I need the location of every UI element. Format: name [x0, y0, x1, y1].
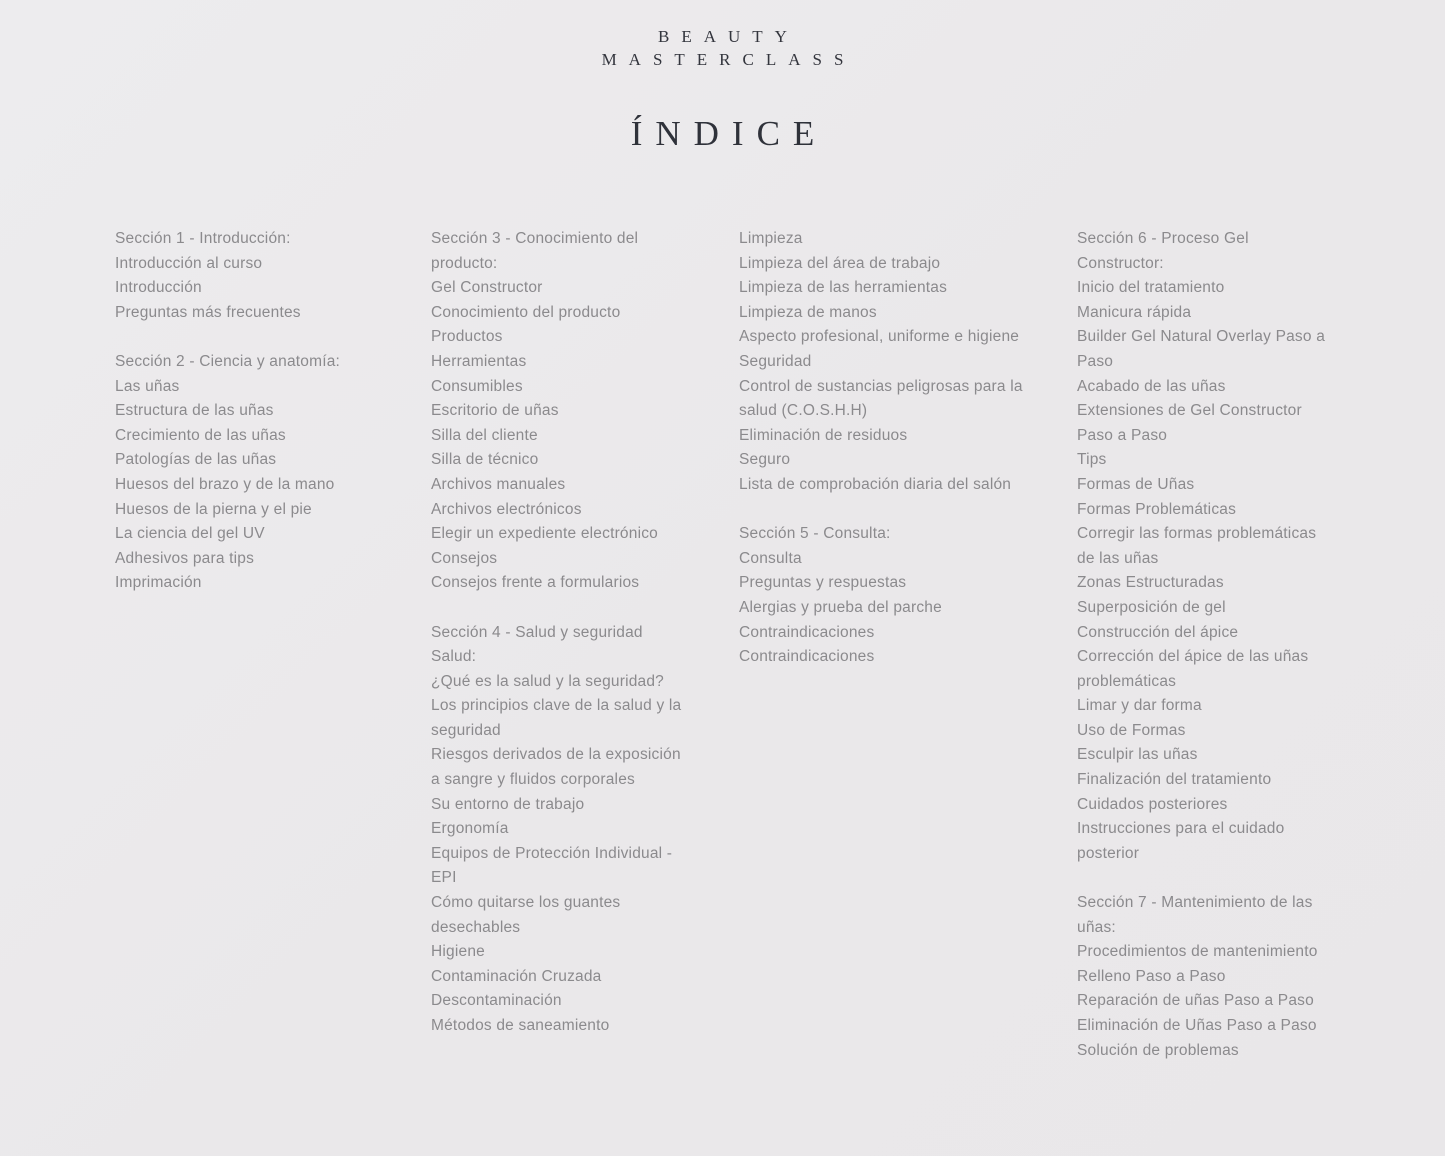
- toc-line-item: Limpieza del área de trabajo: [739, 254, 941, 272]
- toc-line-item: Finalización del tratamiento: [1077, 771, 1272, 789]
- toc-line-item: Reparación de uñas Paso a Paso: [1077, 992, 1314, 1010]
- toc-line-item: Equipos de Protección Individual -: [431, 844, 673, 862]
- toc-line-item: Procedimientos de mantenimiento: [1077, 943, 1318, 961]
- toc-line-item-cont: EPI: [431, 869, 457, 887]
- toc-line-item: Superposición de gel: [1077, 598, 1226, 616]
- toc-line-item: Las uñas: [115, 377, 180, 395]
- toc-line-item: Uso de Formas: [1077, 721, 1186, 739]
- toc-line-item: Adhesivos para tips: [115, 549, 255, 567]
- toc-line-heading: Sección 1 - Introducción:: [115, 230, 291, 247]
- toc-line-item: Los principios clave de la salud y la: [431, 697, 682, 715]
- toc-line-item: Builder Gel Natural Overlay Paso a: [1077, 328, 1326, 346]
- toc-line-item: Aspecto profesional, uniforme e higiene: [739, 328, 1020, 346]
- toc-line-item: Introducción al curso: [115, 254, 263, 272]
- toc-line-item: Métodos de saneamiento: [431, 1017, 610, 1034]
- toc-line-item: Higiene: [431, 943, 485, 961]
- toc-line-item: Huesos del brazo y de la mano: [115, 475, 335, 493]
- toc-line-item-cont: problemáticas: [1077, 672, 1177, 690]
- toc-line-item: Corrección del ápice de las uñas: [1077, 648, 1309, 666]
- toc-line-item: Instrucciones para el cuidado: [1077, 820, 1285, 838]
- toc-line-heading: Sección 4 - Salud y seguridad: [431, 623, 643, 641]
- toc-blank-line: [115, 325, 431, 350]
- toc-line-item: Eliminación de Uñas Paso a Paso: [1077, 1017, 1317, 1034]
- toc-line-item: Formas de Uñas: [1077, 475, 1195, 493]
- toc-line-item: Manicura rápida: [1077, 303, 1192, 321]
- toc-line-heading-cont: producto:: [431, 254, 498, 272]
- toc-line-item: Eliminación de residuos: [739, 426, 908, 444]
- toc-line-item-cont: Paso: [1077, 352, 1114, 370]
- toc-line-item: Corregir las formas problemáticas: [1077, 525, 1317, 543]
- toc-blank-line: [1077, 866, 1445, 891]
- toc-line-item: Seguro: [739, 451, 791, 469]
- toc-line-item: Ergonomía: [431, 820, 509, 838]
- toc-column-2: [431, 227, 739, 1039]
- toc-line-item: Cuidados posteriores: [1077, 795, 1228, 813]
- toc-line-item: Escritorio de uñas: [431, 402, 559, 420]
- brand-logo: [0, 25, 1445, 71]
- brand-line-1: BEAUTY: [658, 27, 799, 46]
- toc-line-item: Archivos electrónicos: [431, 500, 582, 518]
- toc-line-item: Limar y dar forma: [1077, 697, 1202, 715]
- toc-line-item: Relleno Paso a Paso: [1077, 967, 1226, 985]
- toc-line-item: Gel Constructor: [431, 279, 543, 297]
- toc-line-item: Descontaminación: [431, 992, 562, 1010]
- toc-line-item-cont: Paso a Paso: [1077, 426, 1168, 444]
- toc-line-item: Alergias y prueba del parche: [739, 598, 942, 616]
- toc-line-item: Huesos de la pierna y el pie: [115, 500, 312, 518]
- toc-line-item: Esculpir las uñas: [1077, 746, 1198, 764]
- toc-line-item-cont: de las uñas: [1077, 549, 1159, 567]
- toc-column-3: [739, 227, 1077, 670]
- toc-line-heading-cont: uñas:: [1077, 918, 1116, 936]
- toc-line-item: Productos: [431, 328, 503, 346]
- toc-line-item: Preguntas y respuestas: [739, 574, 907, 592]
- toc-line-item-cont: a sangre y fluidos corporales: [431, 771, 635, 789]
- toc-line-item: Conocimiento del producto: [431, 303, 621, 321]
- toc-line-heading: Sección 3 - Conocimiento del: [431, 230, 639, 247]
- toc-line-item: Limpieza de manos: [739, 303, 877, 321]
- toc-line-item: Crecimiento de las uñas: [115, 426, 286, 444]
- toc-line-item: Consejos: [431, 549, 498, 567]
- toc-line-heading: Sección 5 - Consulta:: [739, 525, 891, 543]
- toc-line-item: Silla de técnico: [431, 451, 539, 469]
- toc-line-item: Consumibles: [431, 377, 523, 395]
- toc-line-item: Imprimación: [115, 574, 202, 592]
- toc-line-item: Patologías de las uñas: [115, 451, 277, 469]
- toc-line-item: Tips: [1077, 451, 1107, 469]
- toc-line-item: Estructura de las uñas: [115, 402, 274, 420]
- toc-line-item-cont: seguridad: [431, 721, 501, 739]
- toc-line-item: Acabado de las uñas: [1077, 377, 1226, 395]
- toc-line-item: ¿Qué es la salud y la seguridad?: [431, 672, 665, 690]
- brand-line-2: MASTERCLASS: [601, 50, 856, 69]
- toc-line-item: Zonas Estructuradas: [1077, 574, 1224, 592]
- toc-line-item: Construcción del ápice: [1077, 623, 1239, 641]
- toc-line-item: Contaminación Cruzada: [431, 967, 602, 985]
- toc-line-item: La ciencia del gel UV: [115, 525, 265, 543]
- toc-line-item: Herramientas: [431, 352, 527, 370]
- toc-line-item: Extensiones de Gel Constructor: [1077, 402, 1302, 420]
- toc-line-item: Introducción: [115, 279, 202, 297]
- toc-line-item: Preguntas más frecuentes: [115, 303, 301, 321]
- page-title: ÍNDICE: [630, 114, 828, 153]
- toc-line-item: Inicio del tratamiento: [1077, 279, 1225, 297]
- toc-line-item: Archivos manuales: [431, 475, 566, 493]
- toc-line-heading: Sección 7 - Mantenimiento de las: [1077, 894, 1313, 912]
- toc-line-item: Solución de problemas: [1077, 1041, 1239, 1059]
- toc-line-item: Silla del cliente: [431, 426, 538, 444]
- toc-blank-line: [431, 596, 739, 621]
- toc-line-heading-cont: Salud:: [431, 648, 477, 666]
- toc-line-heading: Sección 2 - Ciencia y anatomía:: [115, 352, 341, 370]
- toc-line-item: Formas Problemáticas: [1077, 500, 1237, 518]
- toc-line-item: Cómo quitarse los guantes: [431, 894, 621, 912]
- toc-line-item: Lista de comprobación diaria del salón: [739, 475, 1012, 493]
- toc-line-item: Seguridad: [739, 352, 812, 370]
- toc-line-item: Consulta: [739, 549, 802, 567]
- toc-line-item: Consejos frente a formularios: [431, 574, 640, 592]
- toc-line-item: Limpieza: [739, 230, 803, 247]
- toc-blank-line: [739, 498, 1077, 523]
- toc-line-heading-cont: Constructor:: [1077, 254, 1164, 272]
- toc-line-heading: Sección 6 - Proceso Gel: [1077, 230, 1249, 247]
- toc-line-item: Su entorno de trabajo: [431, 795, 585, 813]
- toc-line-item: Riesgos derivados de la exposición: [431, 746, 681, 764]
- toc-column-1: [115, 227, 431, 596]
- toc-line-item-cont: salud (C.O.S.H.H): [739, 402, 868, 420]
- toc-line-item-cont: posterior: [1077, 844, 1140, 862]
- toc-line-item-cont: desechables: [431, 918, 521, 936]
- toc-column-4: [1077, 227, 1445, 1063]
- toc-line-item: Elegir un expediente electrónico: [431, 525, 658, 543]
- toc-line-item: Limpieza de las herramientas: [739, 279, 948, 297]
- toc-line-item: Contraindicaciones: [739, 623, 875, 641]
- toc-line-item: Control de sustancias peligrosas para la: [739, 377, 1023, 395]
- toc-line-item: Contraindicaciones: [739, 648, 875, 666]
